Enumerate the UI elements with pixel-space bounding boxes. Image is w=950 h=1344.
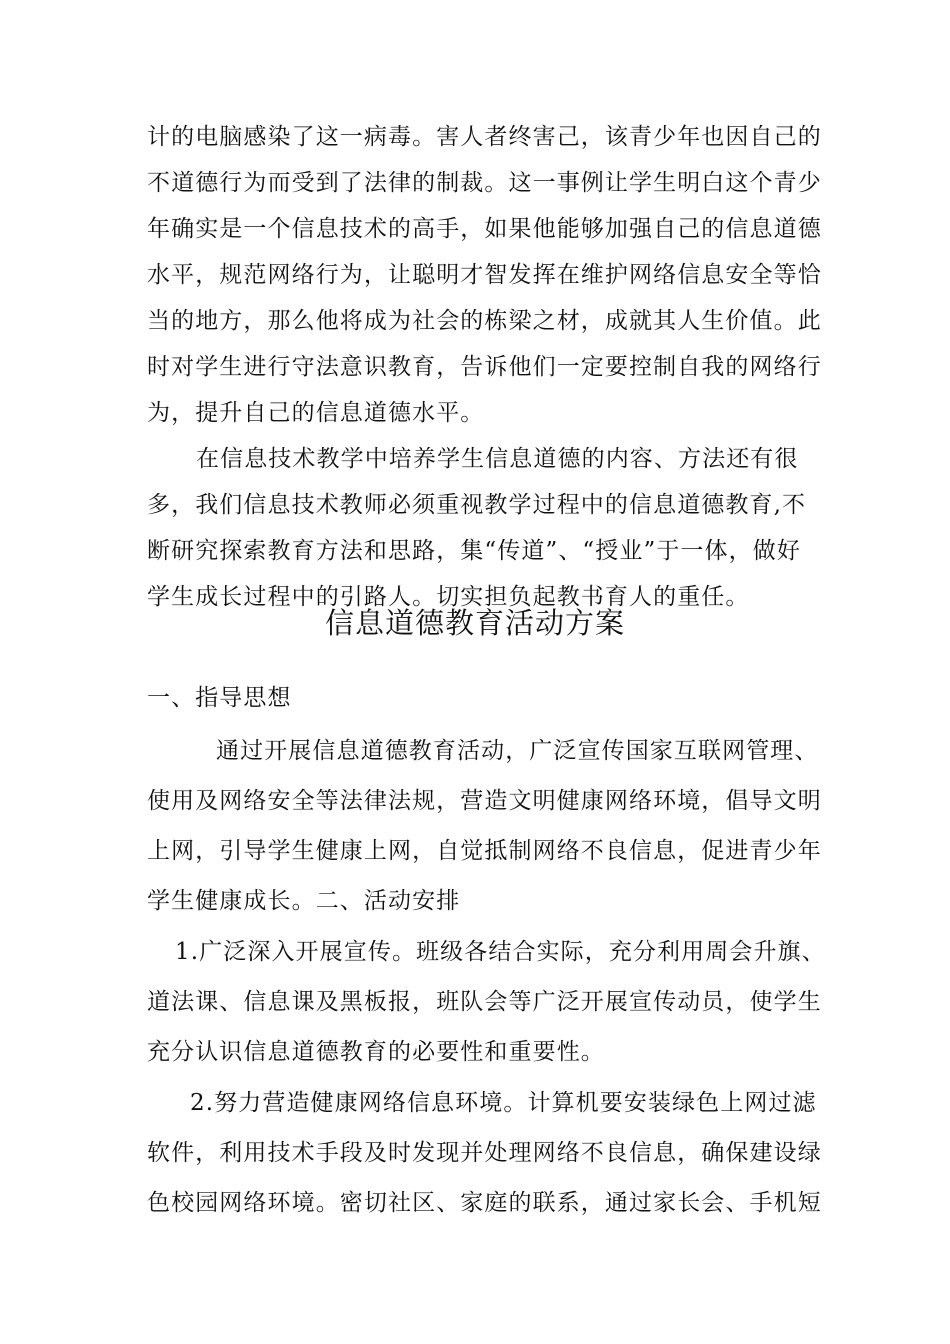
paragraph-1-line: 水平，规范网络行为，让聪明才智发挥在维护网络信息安全等恰 [147, 262, 822, 288]
paragraph-1-line: 年确实是一个信息技术的高手，如果他能够加强自己的信息道德 [147, 216, 822, 242]
item-1-line: 充分认识信息道德教育的必要性和重要性。 [147, 1039, 605, 1065]
item-2-line: 2.努力营造健康网络信息环境。计算机要安装绿色上网过滤 [190, 1090, 817, 1116]
item-2-line: 软件，利用技术手段及时发现并处理网络不良信息，确保建设绿 [147, 1140, 822, 1166]
paragraph-1-line: 计的电脑感染了这一病毒。害人者终害己，该青少年也因自己的 [147, 124, 822, 150]
paragraph-2-line: 学生成长过程中的引路人。切实担负起教书育人的重任。 [147, 584, 750, 610]
section-1-line: 通过开展信息道德教育活动，广泛宣传国家互联网管理、 [216, 738, 819, 764]
item-2-line: 色校园网络环境。密切社区、家庭的联系，通过家长会、手机短 [147, 1190, 822, 1216]
document-title: 信息道德教育活动方案 [324, 606, 625, 640]
section-1-line: 上网，引导学生健康上网，自觉抵制网络不良信息，促进青少年 [147, 838, 822, 864]
item-1-line: 道法课、信息课及黑板报，班队会等广泛开展宣传动员，使学生 [147, 989, 822, 1015]
item-1-line: 1.广泛深入开展宣传。班级各结合实际，充分利用周会升旗、 [175, 939, 826, 965]
section-1-line: 学生健康成长。二、活动安排 [147, 888, 461, 914]
paragraph-2-line: 在信息技术教学中培养学生信息道德的内容、方法还有很 [196, 446, 799, 472]
paragraph-2-line: 断研究探索教育方法和思路，集“传道”、“授业”于一体，做好 [147, 538, 801, 564]
section-1-heading: 一、指导思想 [147, 685, 292, 711]
paragraph-2-line: 多，我们信息技术教师必须重视教学过程中的信息道德教育,不 [147, 492, 807, 518]
paragraph-1-line: 为，提升自己的信息道德水平。 [147, 400, 485, 426]
section-1-line: 使用及网络安全等法律法规，营造文明健康网络环境，倡导文明 [147, 788, 822, 814]
paragraph-1-line: 时对学生进行守法意识教育，告诉他们一定要控制自我的网络行 [147, 354, 822, 380]
paragraph-1-line: 当的地方，那么他将成为社会的栋梁之材，成就其人生价值。此 [147, 308, 822, 334]
paragraph-1-line: 不道德行为而受到了法律的制裁。这一事例让学生明白这个青少 [147, 170, 822, 196]
